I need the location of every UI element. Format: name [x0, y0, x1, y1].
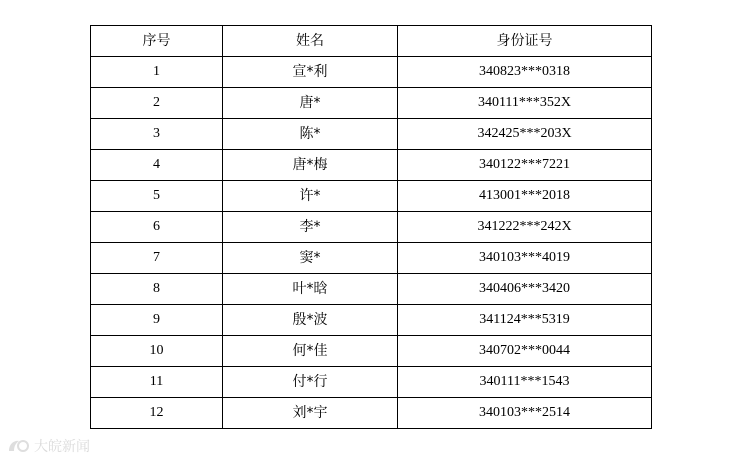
watermark — [6, 436, 90, 456]
cell-id-number: 341222***242X — [398, 212, 652, 243]
table-row — [91, 305, 652, 336]
table-row — [91, 212, 652, 243]
cell-name: 殷*波 — [223, 305, 398, 336]
table-row — [91, 274, 652, 305]
cell-index: 3 — [91, 119, 223, 150]
table-row — [91, 57, 652, 88]
table-row — [91, 243, 652, 274]
cell-id-number: 340111***1543 — [398, 367, 652, 398]
cell-index: 2 — [91, 88, 223, 119]
table-row — [91, 181, 652, 212]
cell-index: 12 — [91, 398, 223, 429]
cell-id-number: 340702***0044 — [398, 336, 652, 367]
cell-name: 叶*晗 — [223, 274, 398, 305]
table-row — [91, 88, 652, 119]
cell-name: 宣*利 — [223, 57, 398, 88]
table-row — [91, 336, 652, 367]
cell-name: 窦* — [223, 243, 398, 274]
header-name: 姓名 — [223, 26, 398, 57]
cell-index: 1 — [91, 57, 223, 88]
cell-id-number: 340103***4019 — [398, 243, 652, 274]
header-id-number: 身份证号 — [398, 26, 652, 57]
table-row — [91, 150, 652, 181]
cell-index: 11 — [91, 367, 223, 398]
cell-name: 陈* — [223, 119, 398, 150]
cell-name: 唐* — [223, 88, 398, 119]
cell-index: 5 — [91, 181, 223, 212]
roster-table — [90, 25, 652, 429]
cell-id-number: 341124***5319 — [398, 305, 652, 336]
cell-name: 唐*梅 — [223, 150, 398, 181]
cell-id-number: 342425***203X — [398, 119, 652, 150]
watermark-text: 大皖新闻 — [34, 439, 90, 455]
cell-index: 4 — [91, 150, 223, 181]
cell-id-number: 340406***3420 — [398, 274, 652, 305]
cell-name: 李* — [223, 212, 398, 243]
cell-name: 刘*宇 — [223, 398, 398, 429]
cell-index: 9 — [91, 305, 223, 336]
cell-id-number: 413001***2018 — [398, 181, 652, 212]
cell-name: 何*佳 — [223, 336, 398, 367]
cell-id-number: 340103***2514 — [398, 398, 652, 429]
cell-index: 10 — [91, 336, 223, 367]
cell-name: 许* — [223, 181, 398, 212]
cell-index: 8 — [91, 274, 223, 305]
logo-icon — [6, 437, 30, 455]
table-header-row — [91, 26, 652, 57]
table-row — [91, 398, 652, 429]
cell-id-number: 340823***0318 — [398, 57, 652, 88]
header-index: 序号 — [91, 26, 223, 57]
table-row — [91, 119, 652, 150]
cell-name: 付*行 — [223, 367, 398, 398]
cell-id-number: 340111***352X — [398, 88, 652, 119]
table-row — [91, 367, 652, 398]
cell-id-number: 340122***7221 — [398, 150, 652, 181]
cell-index: 7 — [91, 243, 223, 274]
cell-index: 6 — [91, 212, 223, 243]
